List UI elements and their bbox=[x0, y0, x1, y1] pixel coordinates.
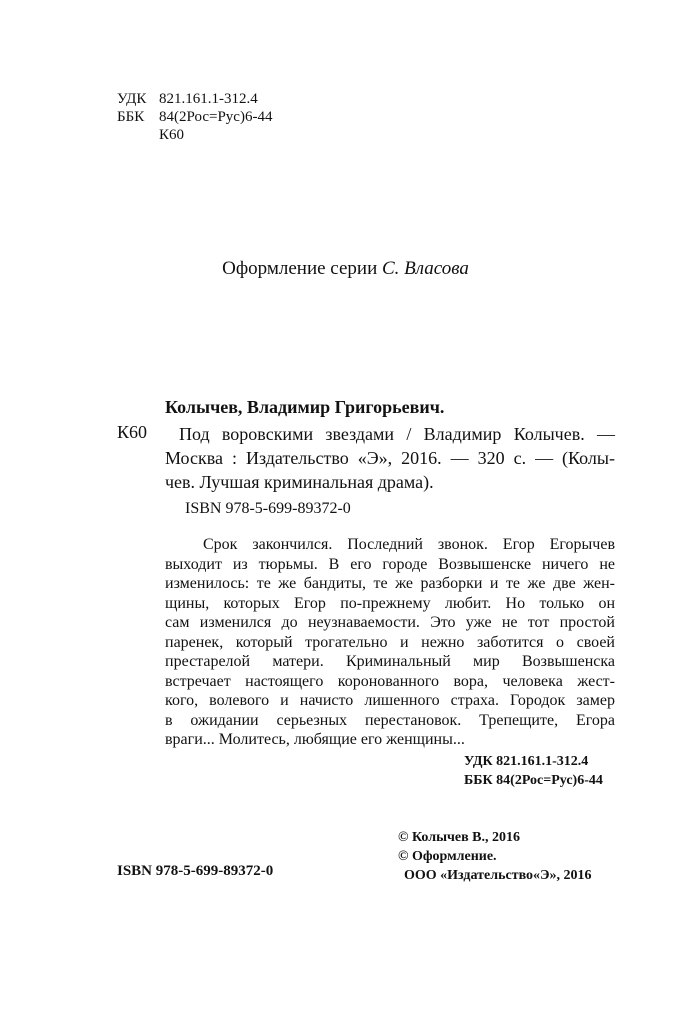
annotation-line: встречает настоящего коронованного вора, человека жест- bbox=[165, 672, 615, 690]
annotation bbox=[165, 535, 615, 750]
catalog-cutter: К60 bbox=[117, 422, 148, 442]
annotation-line: сам изменился до неузнаваемости. Это уже не тот простой bbox=[165, 614, 615, 631]
footer-codes bbox=[464, 752, 603, 790]
annotation-line: Срок закончился. Последний звонок. Егор Егорычев bbox=[203, 536, 615, 553]
catalog-isbn: ISBN 978-5-699-89372-0 bbox=[185, 500, 351, 517]
annotation-line: престарелой матери. Криминальный мир Возвышенска bbox=[165, 653, 615, 670]
annotation-line: кого, волевого и начисто лишенного страха. Городок замер bbox=[165, 692, 615, 709]
udk-label: УДК bbox=[117, 91, 147, 107]
annotation-line: щины, которых Егор по-прежнему любит. Но только он bbox=[165, 594, 615, 612]
author-mark: К60 bbox=[159, 127, 185, 143]
bbk-label: ББК bbox=[117, 109, 145, 125]
annotation-line: враги... Молитесь, любящие его женщины... bbox=[165, 731, 465, 748]
catalog-line: чев. Лучшая криминальная драма). bbox=[165, 472, 434, 492]
bbk-row bbox=[117, 108, 272, 126]
copyright-line: © Колычев В., 2016 bbox=[398, 830, 521, 845]
catalog-line: Москва : Издательство «Э», 2016. — 320 с. — (Колы- bbox=[165, 448, 615, 468]
annotation-line: изменилось: те же бандиты, те же разборки и те же две жен- bbox=[165, 575, 615, 592]
footer-isbn: ISBN 978-5-699-89372-0 bbox=[117, 863, 274, 879]
catalog-description bbox=[165, 422, 615, 494]
bbk-value: 84(2Рос=Рус)6-44 bbox=[159, 109, 273, 125]
catalog-line: Под воровскими звездами / Владимир Колычев. — bbox=[179, 424, 615, 444]
series-design-prefix: Оформление серии bbox=[222, 258, 378, 279]
copyright-line: ООО «Издательство«Э», 2016 bbox=[404, 868, 592, 883]
udk-value: 821.161.1-312.4 bbox=[159, 91, 258, 107]
author-mark-row bbox=[117, 126, 272, 144]
annotation-line: в ожидании серьезных перестановок. Трепещите, Егора bbox=[165, 711, 615, 729]
series-design-credit bbox=[0, 258, 691, 280]
catalog-author: Колычев, Владимир Григорьевич. bbox=[165, 397, 445, 417]
series-designer-name: С. Власова bbox=[382, 258, 469, 279]
copyright-block bbox=[398, 828, 592, 885]
udk-row bbox=[117, 90, 272, 108]
footer-udk: УДК 821.161.1-312.4 bbox=[464, 754, 589, 769]
classification-codes bbox=[117, 90, 272, 144]
footer-bbk: ББК 84(2Рос=Рус)6-44 bbox=[464, 773, 603, 788]
copyright-line: © Оформление. bbox=[398, 849, 497, 864]
annotation-line: паренек, который трогательно и нежно заботится о своей bbox=[165, 633, 615, 651]
annotation-line: выходит из тюрьмы. В его городе Возвышенске ничего не bbox=[165, 555, 615, 573]
